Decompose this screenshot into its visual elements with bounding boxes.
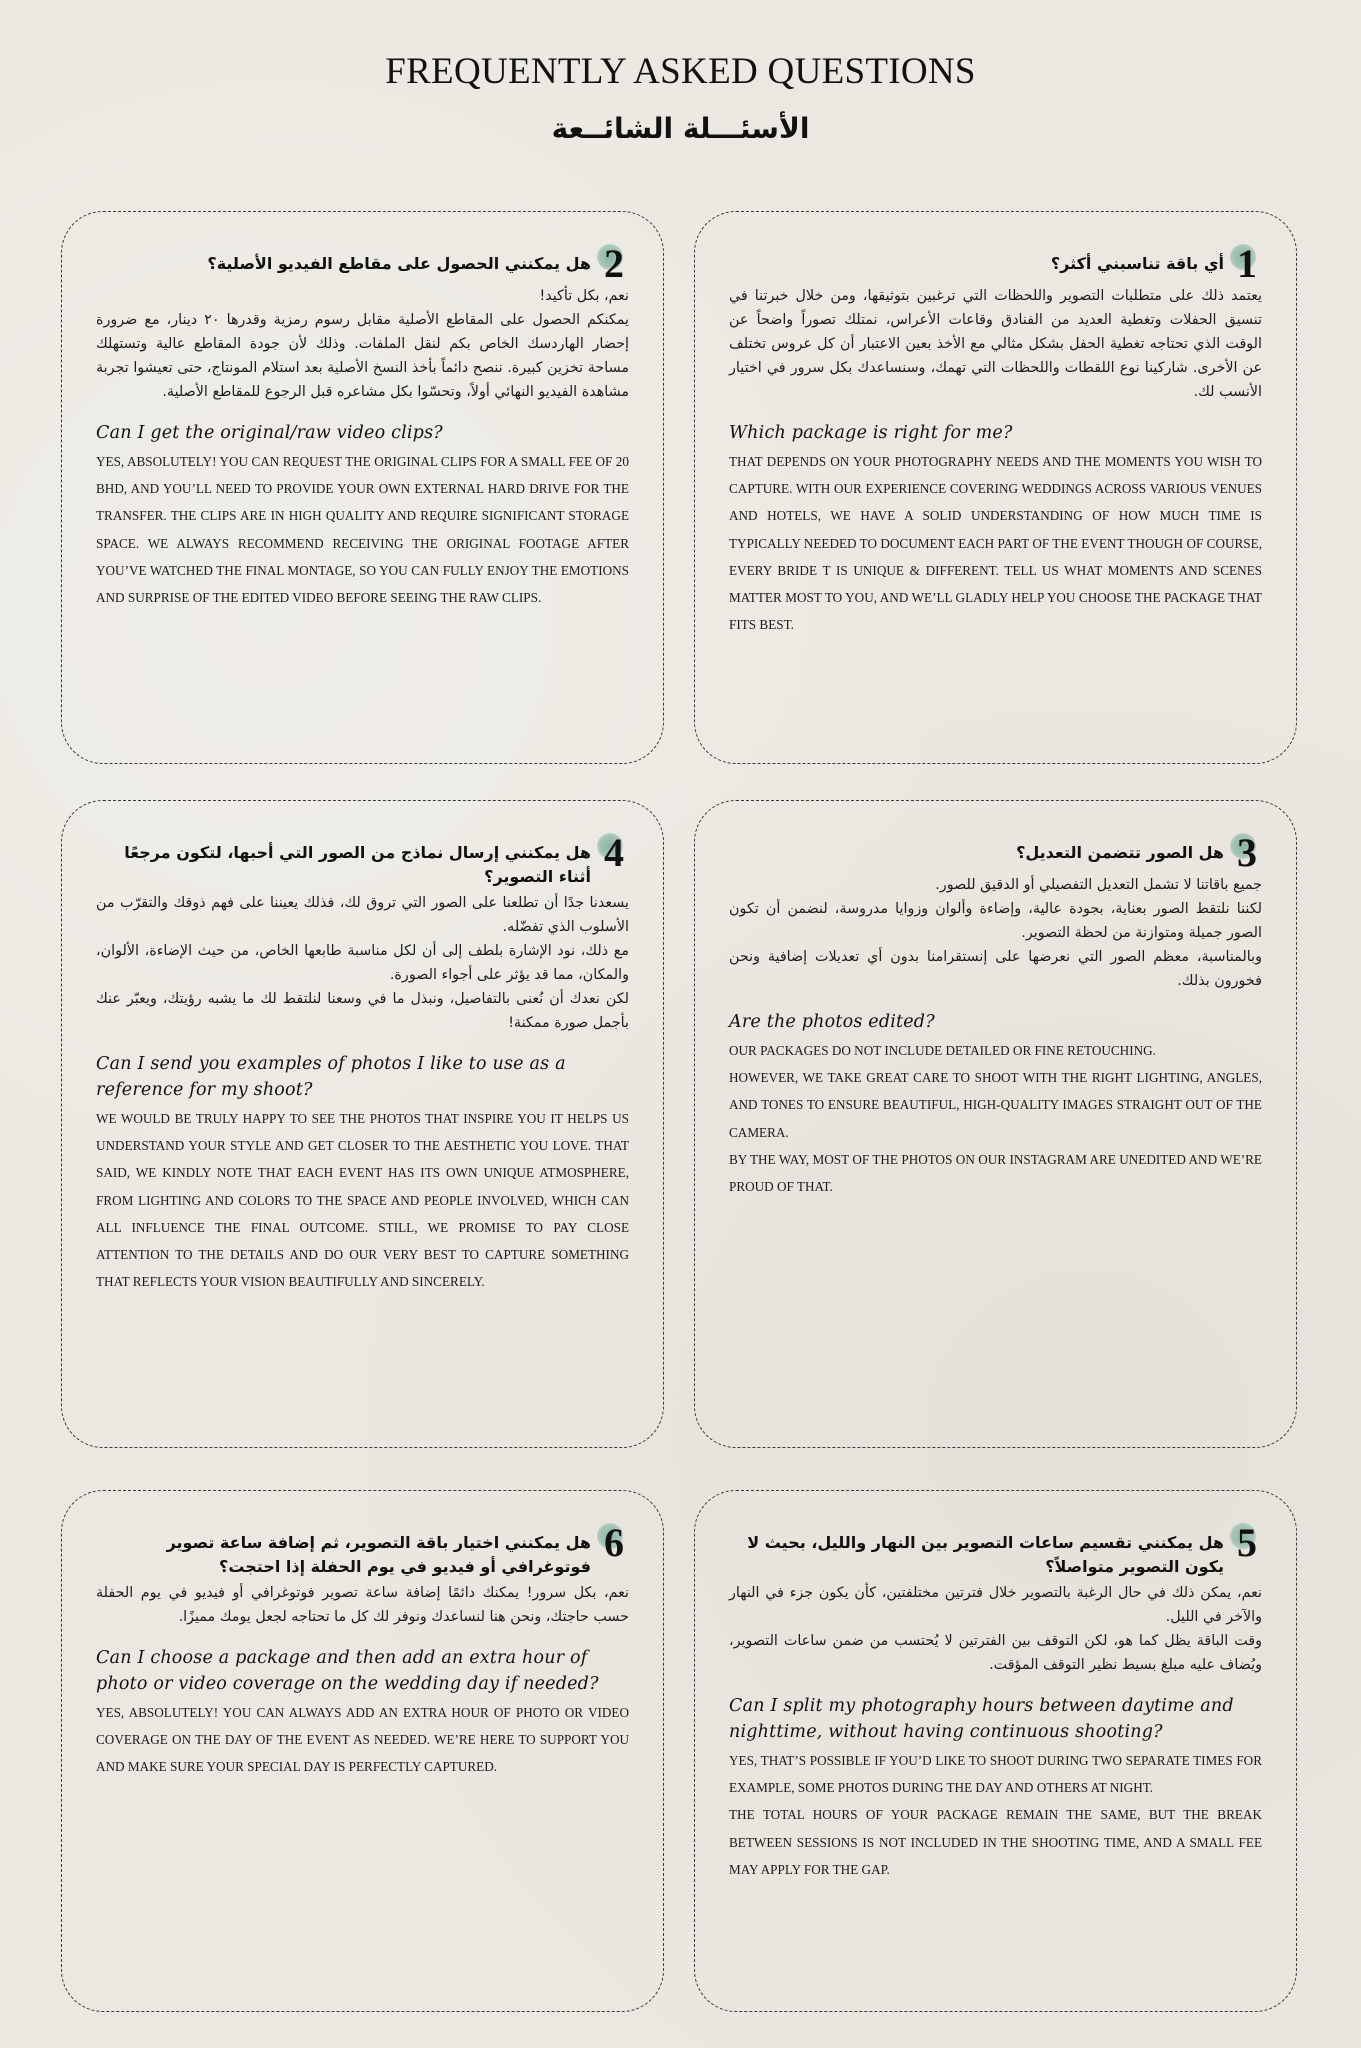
number-badge-icon: 4: [599, 835, 629, 871]
faq-question-ar: 2 هل يمكنني الحصول على مقاطع الفيديو الأصلية؟: [96, 246, 629, 282]
faq-card-2: [61, 211, 664, 764]
faq-question-en: Are the photos edited?: [729, 1012, 935, 1032]
faq-answer-en: OUR PACKAGES DO NOT INCLUDE DETAILED OR FINE RETOUCHING. HOWEVER, WE TAKE GREAT CARE TO SHOOT WITH THE RIGHT LIGHTING, ANGLES, AND TONES TO ENSURE BEAUTIFUL, HIGH-QUALITY IMAGES STRAIGHT OUT OF THE CAMERA. BY THE WAY, MOST OF THE PHOTOS ON OUR INSTAGRAM ARE UNEDITED AND WE’RE PROUD OF THAT.: [729, 1043, 1262, 1195]
faq-card-6: [61, 1490, 664, 2012]
faq-answer-ar: نعم، بكل سرور! يمكنك دائمًا إضافة ساعة تصوير فوتوغرافي أو فيديو في يوم الحفلة حسب حاجتك، ونحن هنا لنساعدك ونوفر لك كل ما تحتاجه لجعل يومك مميزًا.: [96, 1585, 629, 1625]
number-badge-icon: 1: [1232, 246, 1262, 282]
number-badge-icon: 3: [1232, 835, 1262, 871]
number-badge-icon: 6: [599, 1525, 629, 1561]
faq-card-4: [61, 800, 664, 1448]
page-title: FREQUENTLY ASKED QUESTIONS: [385, 51, 976, 92]
faq-card-5: [694, 1490, 1297, 2012]
faq-question-ar: 6 هل يمكنني اختيار باقة التصوير، ثم إضافة ساعة تصوير فوتوغرافي أو فيديو في يوم الحفلة إذا احتجت؟: [96, 1525, 629, 1579]
faq-question-en: Can I choose a package and then add an extra hour of photo or video coverage on the wedding day if needed?: [96, 1648, 599, 1694]
number-badge-icon: 5: [1232, 1525, 1262, 1561]
faq-answer-en: WE WOULD BE TRULY HAPPY TO SEE THE PHOTOS THAT INSPIRE YOU IT HELPS US UNDERSTAND YOUR STYLE AND GET CLOSER TO THE AESTHETIC YOU LOVE. THAT SAID, WE KINDLY NOTE THAT EACH EVENT HAS ITS OWN UNIQUE ATMOSPHERE, FROM LIGHTING AND COLORS TO THE SPACE AND PEOPLE INVOLVED, WHICH CAN ALL INFLUENCE THE FINAL OUTCOME. STILL, WE PROMISE TO PAY CLOSE ATTENTION TO THE DETAILS AND DO OUR VERY BEST TO CAPTURE SOMETHING THAT REFLECTS YOUR VISION BEAUTIFULLY AND SINCERELY.: [96, 1111, 629, 1290]
faq-question-ar: 4 هل يمكنني إرسال نماذج من الصور التي أحبها، لتكون مرجعًا أثناء التصوير؟: [96, 835, 629, 889]
faq-question-en: Can I get the original/raw video clips?: [96, 423, 443, 443]
faq-answer-ar: نعم، بكل تأكيد! يمكنكم الحصول على المقاطع الأصلية مقابل رسوم رمزية وقدرها ٢٠ دينار، مع ضرورة إحضار الهاردسك الخاص بكم لنقل الملفات. وذلك لأن جودة المقاطع عالية وتستهلك مساحة تخزين كبيرة. ننصح دائماً بأخذ النسخ الأصلية بعد استلام المونتاج، حتى تعيشوا تجربة مشاهدة الفيديو النهائي أولاً، وتحسّوا بكل مشاعره قبل الرجوع للمقاطع الأصلية.: [96, 288, 629, 400]
faq-answer-ar: نعم، يمكن ذلك في حال الرغبة بالتصوير خلال فترتين مختلفتين، كأن يكون جزء في النهار والآخر في الليل. وقت الباقة يظل كما هو، لكن التوقف بين الفترتين لا يُحتسب من ضمن ساعات التصوير، ويُضاف عليه مبلغ بسيط نظير التوقف المؤقت.: [729, 1585, 1262, 1673]
faq-card-1: [694, 211, 1297, 764]
faq-question-ar: 5 هل يمكنني تقسيم ساعات التصوير بين النهار والليل، بحيث لا يكون التصوير متواصلاً؟: [729, 1525, 1262, 1579]
faq-answer-ar: يعتمد ذلك على متطلبات التصوير واللحظات التي ترغبين بتوثيقها، ومن خلال خبرتنا في تنسيق الحفلات وتغطية العديد من الفنادق وقاعات الأعراس، نمتلك تصوراً واضحاً عن الوقت الذي تحتاجه تغطية الحفل بشكل مثالي مع الأخذ بعين الاعتبار أن كل عروس تختلف عن الأخرى. شاركينا نوع اللقطات واللحظات التي تهمك، وسنساعدك بكل سرور في اختيار الأنسب لك.: [729, 288, 1262, 400]
faq-question-en: Can I split my photography hours between daytime and nighttime, without having continuous shooting?: [729, 1696, 1234, 1742]
page-title-arabic: الأسئـــلة الشائــعة: [551, 112, 810, 145]
number-badge-icon: 2: [599, 246, 629, 282]
faq-answer-en: YES, ABSOLUTELY! YOU CAN ALWAYS ADD AN EXTRA HOUR OF PHOTO OR VIDEO COVERAGE ON THE DAY OF THE EVENT AS NEEDED. WE’RE HERE TO SUPPORT YOU AND MAKE SURE YOUR SPECIAL DAY IS PERFECTLY CAPTURED.: [96, 1705, 629, 1775]
faq-question-en: Which package is right for me?: [729, 423, 1013, 443]
faq-card-3: [694, 800, 1297, 1448]
faq-question-ar: 1 أي باقة تناسبني أكثر؟: [729, 246, 1262, 282]
faq-answer-en: YES, ABSOLUTELY! YOU CAN REQUEST THE ORIGINAL CLIPS FOR A SMALL FEE OF 20 BHD, AND YOU’LL NEED TO PROVIDE YOUR OWN EXTERNAL HARD DRIVE FOR THE TRANSFER. THE CLIPS ARE IN HIGH QUALITY AND REQUIRE SIGNIFICANT STORAGE SPACE. WE ALWAYS RECOMMEND RECEIVING THE ORIGINAL FOOTAGE AFTER YOU’VE WATCHED THE FINAL MONTAGE, SO YOU CAN FULLY ENJOY THE EMOTIONS AND SURPRISE OF THE EDITED VIDEO BEFORE SEEING THE RAW CLIPS.: [96, 454, 629, 606]
faq-answer-en: YES, THAT’S POSSIBLE IF YOU’D LIKE TO SHOOT DURING TWO SEPARATE TIMES FOR EXAMPLE, SOME PHOTOS DURING THE DAY AND OTHERS AT NIGHT. THE TOTAL HOURS OF YOUR PACKAGE REMAIN THE SAME, BUT THE BREAK BETWEEN SESSIONS IS NOT INCLUDED IN THE SHOOTING TIME, AND A SMALL FEE MAY APPLY FOR THE GAP.: [729, 1753, 1262, 1877]
faq-question-ar: 3 هل الصور تتضمن التعديل؟: [729, 835, 1262, 871]
faq-answer-en: THAT DEPENDS ON YOUR PHOTOGRAPHY NEEDS AND THE MOMENTS YOU WISH TO CAPTURE. WITH OUR EXPERIENCE COVERING WEDDINGS ACROSS VARIOUS VENUES AND HOTELS, WE HAVE A SOLID UNDERSTANDING OF HOW MUCH TIME IS TYPICALLY NEEDED TO DOCUMENT EACH PART OF THE EVENT THOUGH OF COURSE, EVERY BRIDE T IS UNIQUE & DIFFERENT. TELL US WHAT MOMENTS AND SCENES MATTER MOST TO YOU, AND WE’LL GLADLY HELP YOU CHOOSE THE PACKAGE THAT FITS BEST.: [729, 454, 1262, 633]
faq-answer-ar: جميع باقاتنا لا تشمل التعديل التفصيلي أو الدقيق للصور. لكننا نلتقط الصور بعناية، بجودة عالية، وإضاءة وألوان وزوايا مدروسة، لنضمن أن تكون الصور جميلة ومتوازنة من لحظة التصوير. وبالمناسبة، معظم الصور التي نعرضها على إنستقرامنا بدون أي تعديلات إضافية ونحن فخورون بذلك.: [729, 877, 1262, 989]
faq-question-en: Can I send you examples of photos I like to use as a reference for my shoot?: [96, 1054, 566, 1100]
faq-answer-ar: يسعدنا جدًا أن تطلعنا على الصور التي تروق لك، فذلك يعيننا على فهم ذوقك والتقرّب من الأسلوب الذي تفضّله. مع ذلك، نود الإشارة بلطف إلى أن لكل مناسبة طابعها الخاص، من حيث الإضاءة، الألوان، والمكان، مما قد يؤثر على أجواء الصورة. لكن نعدك أن نُعنى بالتفاصيل، ونبذل ما في وسعنا لنلتقط لك ما يشبه رؤيتك، ويعبّر عنك بأجمل صورة ممكنة!: [96, 895, 629, 1031]
